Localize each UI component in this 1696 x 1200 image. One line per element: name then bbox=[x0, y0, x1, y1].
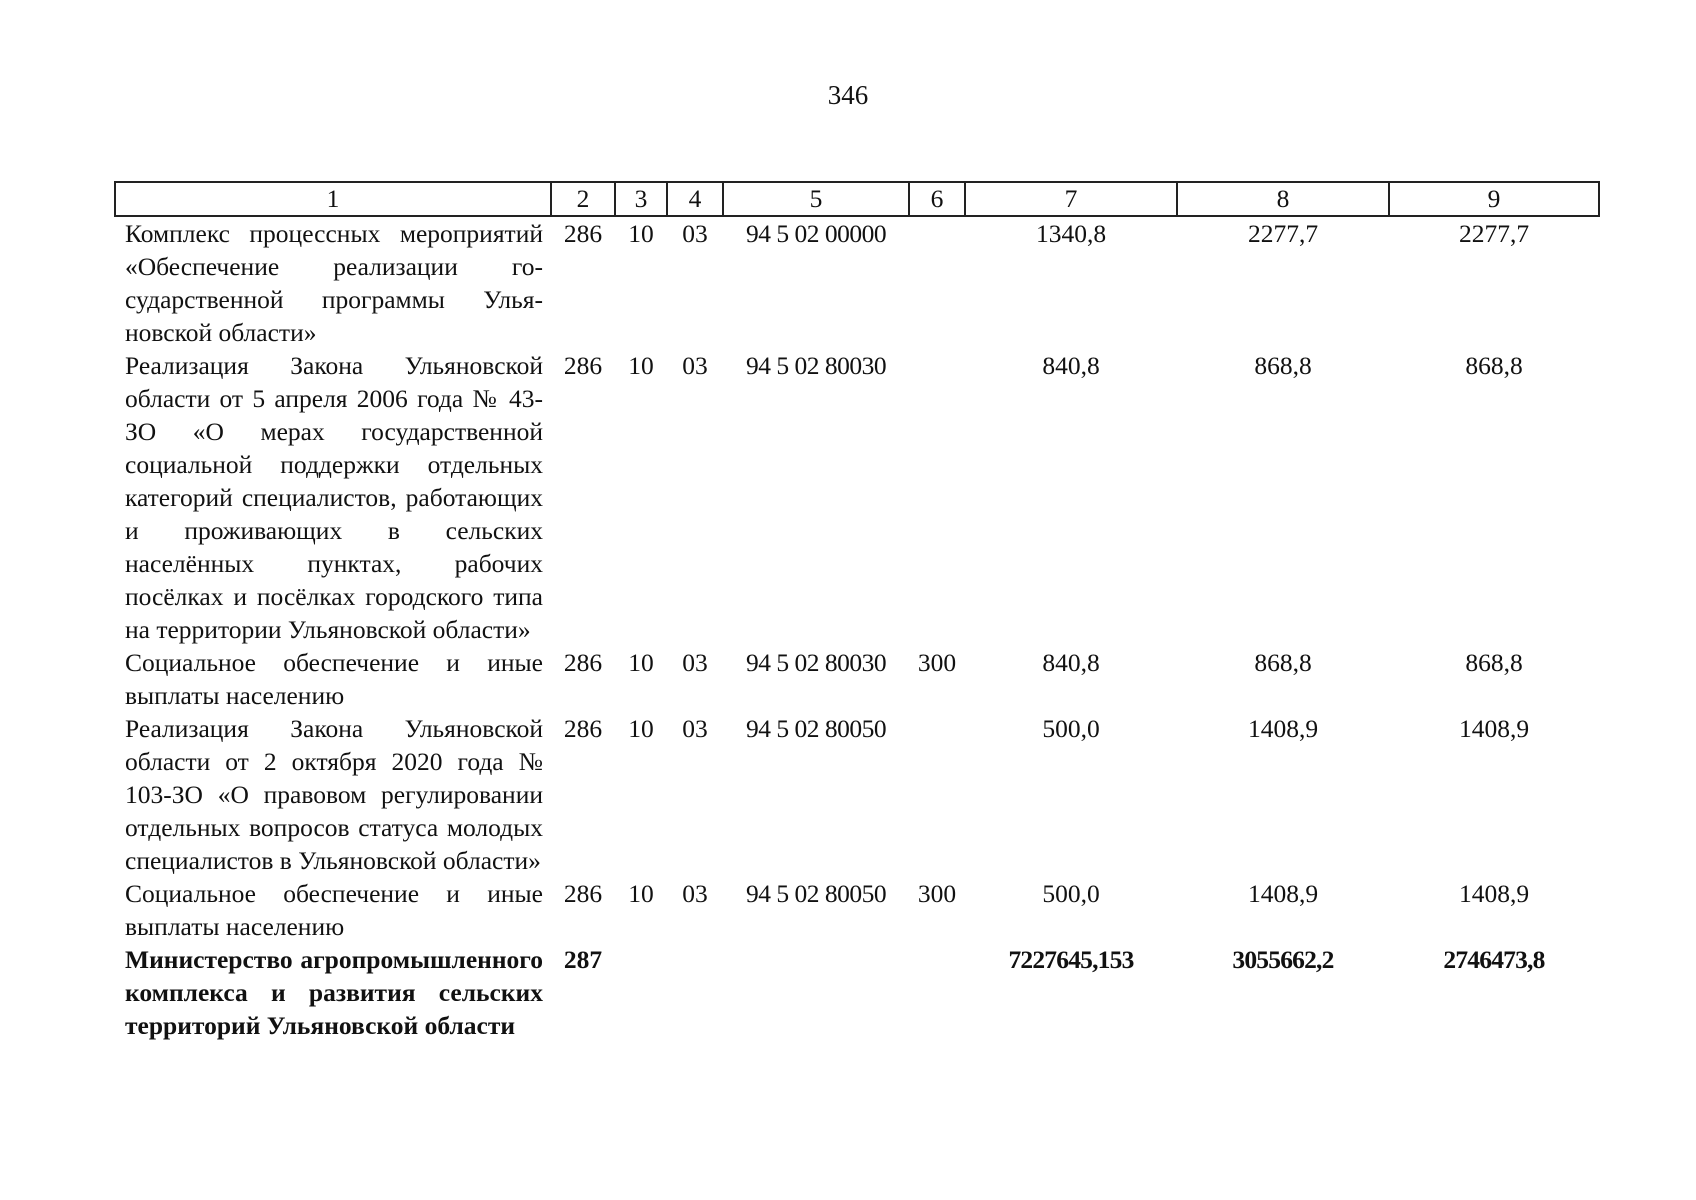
row-expense-type bbox=[909, 943, 965, 1042]
column-header-3: 3 bbox=[615, 182, 667, 216]
column-header-4: 4 bbox=[667, 182, 723, 216]
row-amount-col7: 840,8 bbox=[1042, 351, 1100, 380]
row-ministry-code: 286 bbox=[563, 648, 603, 677]
column-header-5: 5 bbox=[723, 182, 909, 216]
row-ministry-code: 286 bbox=[563, 219, 603, 248]
row-subsection-code: 03 bbox=[682, 351, 708, 380]
row-amount-col9: 868,8 bbox=[1465, 648, 1523, 677]
column-header-2: 2 bbox=[551, 182, 615, 216]
row-section-code: 10 bbox=[628, 879, 654, 908]
budget-table bbox=[114, 181, 1600, 1042]
row-section-code bbox=[615, 943, 667, 1042]
page-number: 346 bbox=[827, 80, 869, 110]
row-ministry-code: 286 bbox=[563, 351, 603, 380]
row-target-code: 94 5 02 80050 bbox=[745, 714, 887, 743]
row-section-code: 10 bbox=[628, 351, 654, 380]
column-header-9: 9 bbox=[1389, 182, 1599, 216]
column-header-8: 8 bbox=[1177, 182, 1389, 216]
row-amount-col9: 1408,9 bbox=[1458, 879, 1530, 908]
row-name: Социальное обеспечение и иные выплаты населению bbox=[125, 648, 543, 710]
row-expense-type bbox=[909, 712, 965, 877]
row-expense-type: 300 bbox=[917, 879, 957, 908]
row-name: Социальное обеспечение и иные выплаты населению bbox=[125, 879, 543, 941]
table-header-row bbox=[115, 182, 1599, 216]
row-target-code: 94 5 02 80030 bbox=[745, 648, 887, 677]
row-target-code: 94 5 02 00000 bbox=[745, 219, 887, 248]
row-amount-col9: 2277,7 bbox=[1458, 219, 1530, 248]
row-amount-col7: 840,8 bbox=[1042, 648, 1100, 677]
row-target-code bbox=[723, 943, 909, 1042]
row-amount-col7: 7227645,153 bbox=[1008, 945, 1134, 974]
table-row bbox=[115, 216, 1599, 349]
row-expense-type bbox=[909, 349, 965, 646]
row-amount-col8: 2277,7 bbox=[1247, 219, 1319, 248]
column-header-6: 6 bbox=[909, 182, 965, 216]
row-subsection-code bbox=[667, 943, 723, 1042]
table-row bbox=[115, 943, 1599, 1042]
row-subsection-code: 03 bbox=[682, 219, 708, 248]
row-amount-col8: 868,8 bbox=[1254, 351, 1312, 380]
row-target-code: 94 5 02 80030 bbox=[745, 351, 887, 380]
row-amount-col8: 1408,9 bbox=[1247, 714, 1319, 743]
table-row bbox=[115, 712, 1599, 877]
row-expense-type bbox=[909, 216, 965, 349]
row-subsection-code: 03 bbox=[682, 714, 708, 743]
row-amount-col8: 1408,9 bbox=[1247, 879, 1319, 908]
row-expense-type: 300 bbox=[917, 648, 957, 677]
row-amount-col8: 3055662,2 bbox=[1232, 945, 1334, 974]
row-subsection-code: 03 bbox=[682, 879, 708, 908]
row-ministry-code: 286 bbox=[563, 714, 603, 743]
row-amount-col9: 868,8 bbox=[1465, 351, 1523, 380]
row-amount-col9: 1408,9 bbox=[1458, 714, 1530, 743]
table-row bbox=[115, 877, 1599, 943]
row-amount-col7: 500,0 bbox=[1042, 879, 1100, 908]
row-subsection-code: 03 bbox=[682, 648, 708, 677]
row-amount-col8: 868,8 bbox=[1254, 648, 1312, 677]
row-section-code: 10 bbox=[628, 219, 654, 248]
row-section-code: 10 bbox=[628, 714, 654, 743]
row-amount-col9: 2746473,8 bbox=[1443, 945, 1545, 974]
row-amount-col7: 500,0 bbox=[1042, 714, 1100, 743]
row-target-code: 94 5 02 80050 bbox=[745, 879, 887, 908]
row-ministry-code: 287 bbox=[563, 945, 603, 974]
row-name: Комплекс процессных мероприятий «Обеспечение реализации государственной программы Ульяновской области» bbox=[125, 219, 543, 347]
row-ministry-code: 286 bbox=[563, 879, 603, 908]
row-name: Реализация Закона Ульяновской области от 2 октября 2020 года № 103-ЗО «О правовом регулировании отдельных вопросов статуса молодых специалистов в Ульяновской области» bbox=[125, 714, 543, 875]
row-name: Реализация Закона Ульяновской области от 5 апреля 2006 года № 43-ЗО «О мерах государственной социальной поддержки отдельных категорий специалистов, работающих и проживающих в сельских населённых пунктах, рабочих посёлках и посёлках городского типа на территории Ульяновской области» bbox=[125, 351, 543, 644]
row-amount-col7: 1340,8 bbox=[1035, 219, 1107, 248]
row-name: Министерство агропромышленного комплекса и развития сельских территорий Ульяновской области bbox=[125, 945, 543, 1040]
table-row bbox=[115, 349, 1599, 646]
row-section-code: 10 bbox=[628, 648, 654, 677]
table-row bbox=[115, 646, 1599, 712]
column-header-7: 7 bbox=[965, 182, 1177, 216]
column-header-1: 1 bbox=[115, 182, 551, 216]
